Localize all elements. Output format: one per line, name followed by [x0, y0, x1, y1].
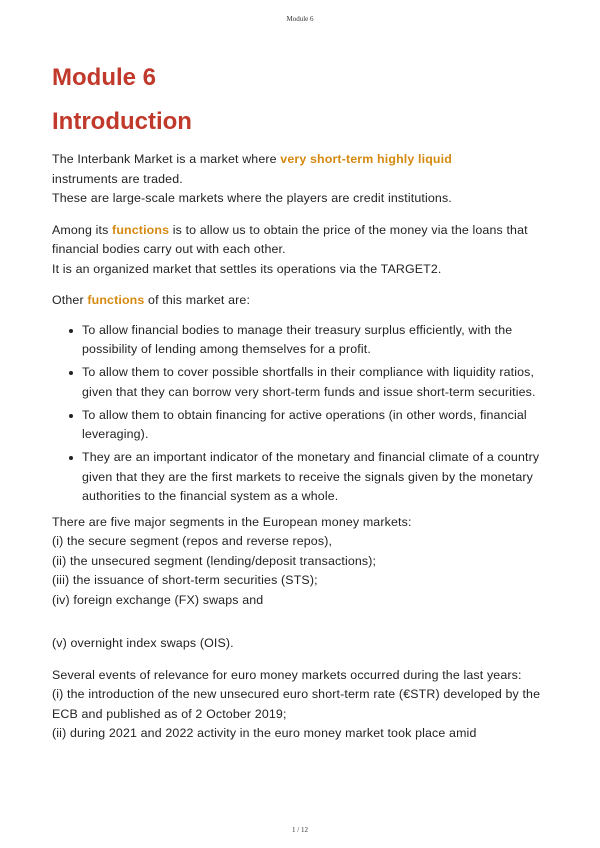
paragraph-interbank-definition [52, 150, 552, 189]
section-heading: Introduction [52, 108, 192, 135]
paragraph-functions [52, 221, 552, 260]
segment-line: (iii) the issuance of short-term securities (STS); [52, 573, 318, 587]
paragraph-text: is to allow us to obtain the price of the money via the loans that financial bodies carry out with each other. [52, 222, 528, 256]
list-item: They are an important indicator of the monetary and financial climate of a country given that they are the first markets to receive the signals given by the monetary authorities to the financial system as a whole. [82, 448, 552, 507]
running-header: Module 6 [286, 15, 314, 23]
paragraph-events-intro: Several events of relevance for euro money markets occurred during the last years: [52, 667, 522, 682]
highlight-term: very short-term highly liquid [280, 152, 452, 166]
list-item: To allow financial bodies to manage their treasury surplus efficiently, with the possibility of lending among themselves for a profit. [82, 321, 552, 360]
list-item: To allow them to obtain financing for active operations (in other words, financial leveraging). [82, 406, 552, 445]
segment-line: (v) overnight index swaps (OIS). [52, 636, 234, 650]
functions-list [52, 321, 552, 507]
paragraph-other-functions [52, 291, 552, 311]
paragraph-text: instruments are traded. [52, 171, 183, 186]
highlight-term: functions [87, 293, 145, 307]
paragraph-text: The Interbank Market is a market where [52, 152, 281, 166]
event-line: (i) the introduction of the new unsecured euro short-term rate (€STR) developed by the ECB and published as of 2 October 2019; [52, 687, 541, 721]
paragraph-text: Other [52, 293, 88, 307]
highlight-term: functions [112, 222, 170, 237]
paragraph-segments-intro: There are five major segments in the European money markets: [52, 514, 412, 529]
event-line: (ii) during 2021 and 2022 activity in the euro money market took place amid [52, 726, 477, 740]
paragraph-text: Among its [52, 222, 113, 237]
list-item: To allow them to cover possible shortfalls in their compliance with liquidity ratios, given that they can borrow very short-term funds and issue short-term securities. [82, 363, 552, 402]
paragraph-text: of this market are: [144, 293, 251, 307]
segment-line: (i) the secure segment (repos and reverse repos), [52, 534, 333, 548]
paragraph-target2: It is an organized market that settles its operations via the TARGET2. [52, 261, 442, 276]
document-body [52, 62, 552, 744]
module-title: Module 6 [52, 64, 157, 91]
paragraph-players: These are large-scale markets where the players are credit institutions. [52, 191, 452, 205]
segment-line: (ii) the unsecured segment (lending/deposit transactions); [52, 553, 377, 568]
segment-line: (iv) foreign exchange (FX) swaps and [52, 592, 264, 607]
page-number: 1 / 12 [292, 826, 308, 834]
